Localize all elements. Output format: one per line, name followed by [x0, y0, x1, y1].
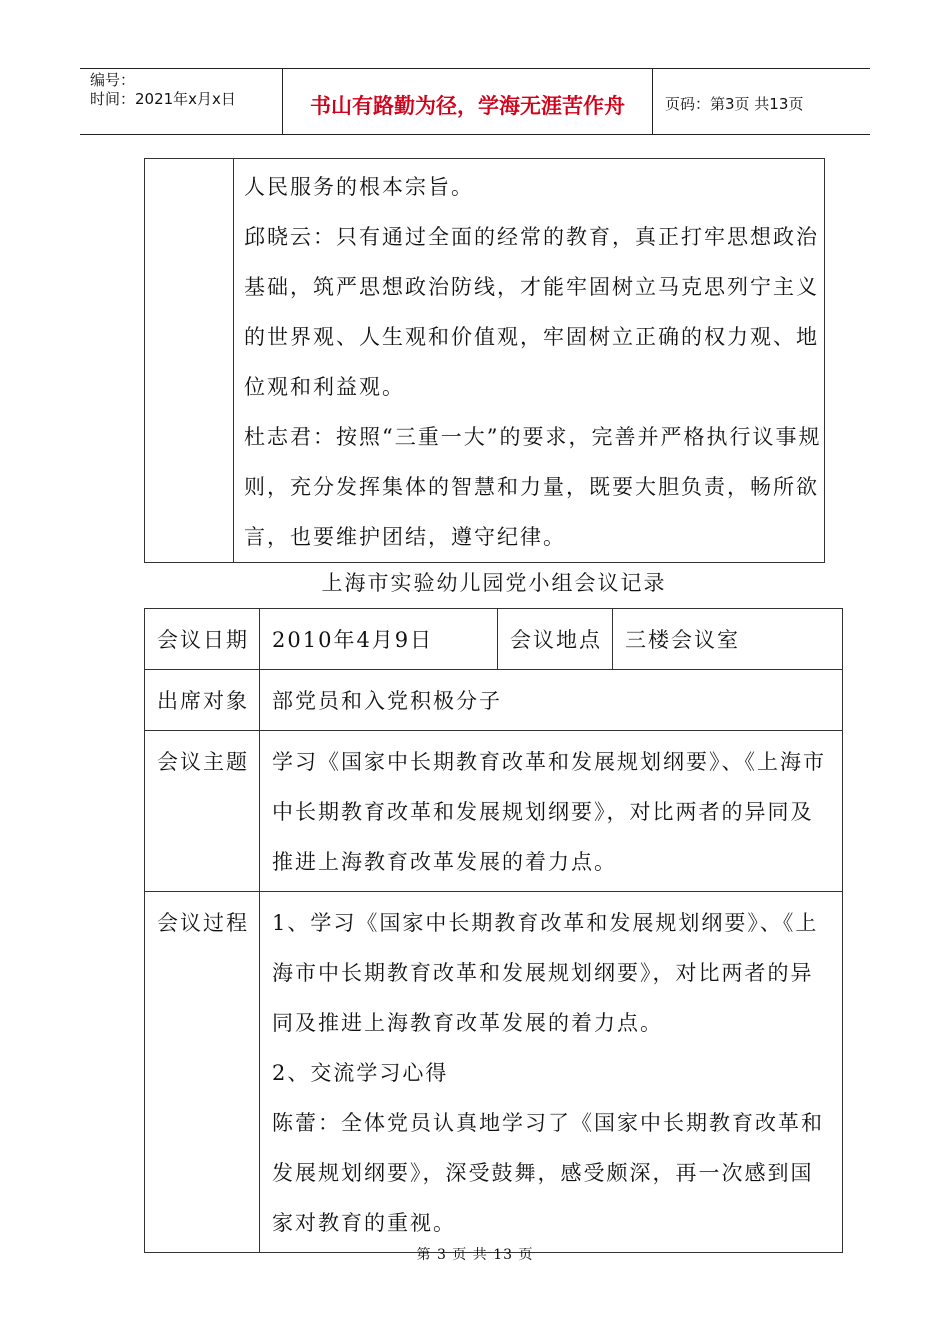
empty-label-cell — [145, 159, 234, 563]
date-value: 2010年4月9日 — [260, 609, 498, 670]
document-time: 时间：2021年x月x日 — [90, 90, 236, 108]
page-footer: 第 3 页 共 13 页 — [416, 1247, 534, 1263]
process-item: 陈蕾：全体党员认真地学习了《国家中长期教育改革和发展规划纲要》，深受鼓舞，感受颇深，再一次感到国家对教育的重视。 — [272, 1111, 824, 1235]
paragraph: 人民服务的根本宗旨。 — [244, 175, 474, 199]
header-page-number: 页码：第3页 共13页 — [665, 95, 804, 113]
topic-value: 学习《国家中长期教育改革和发展规划纲要》、《上海市中长期教育改革和发展规划纲要》，对比两者的异同及推进上海教育改革发展的着力点。 — [260, 731, 843, 892]
table-row — [145, 731, 843, 892]
location-value: 三楼会议室 — [613, 609, 843, 670]
table-row — [145, 892, 843, 1253]
continuation-table — [144, 158, 825, 563]
process-item: 1、学习《国家中长期教育改革和发展规划纲要》、《上海市中长期教育改革和发展规划纲要》，对比两者的异同及推进上海教育改革发展的着力点。 — [272, 911, 819, 1035]
process-content — [260, 892, 843, 1253]
attendees-value: 部党员和入党积极分子 — [260, 670, 843, 731]
date-label: 会议日期 — [145, 609, 260, 670]
location-label: 会议地点 — [498, 609, 613, 670]
meeting-record-title: 上海市实验幼儿园党小组会议记录 — [321, 571, 667, 595]
page-header — [80, 68, 870, 135]
table-row — [145, 159, 825, 563]
process-label: 会议过程 — [145, 892, 260, 1253]
header-motto: 书山有路勤为径，学海无涯苦作舟 — [283, 69, 653, 134]
continuation-content — [234, 159, 825, 563]
paragraph: 邱晓云：只有通过全面的经常的教育，真正打牢思想政治基础，筑严思想政治防线，才能牢固树立马克思列宁主义的世界观、人生观和价值观，牢固树立正确的权力观、地位观和利益观。 — [244, 225, 819, 399]
table-row — [145, 609, 843, 670]
meeting-record-table — [144, 608, 843, 1253]
topic-label: 会议主题 — [145, 731, 260, 892]
process-item: 2、交流学习心得 — [272, 1061, 449, 1085]
attendees-label: 出席对象 — [145, 670, 260, 731]
table-row — [145, 670, 843, 731]
document-number-label: 编号： — [90, 71, 136, 89]
paragraph: 杜志君：按照“三重一大”的要求，完善并严格执行议事规则，充分发挥集体的智慧和力量，既要大胆负责，畅所欲言，也要维护团结，遵守纪律。 — [244, 425, 822, 549]
header-meta — [80, 69, 283, 134]
